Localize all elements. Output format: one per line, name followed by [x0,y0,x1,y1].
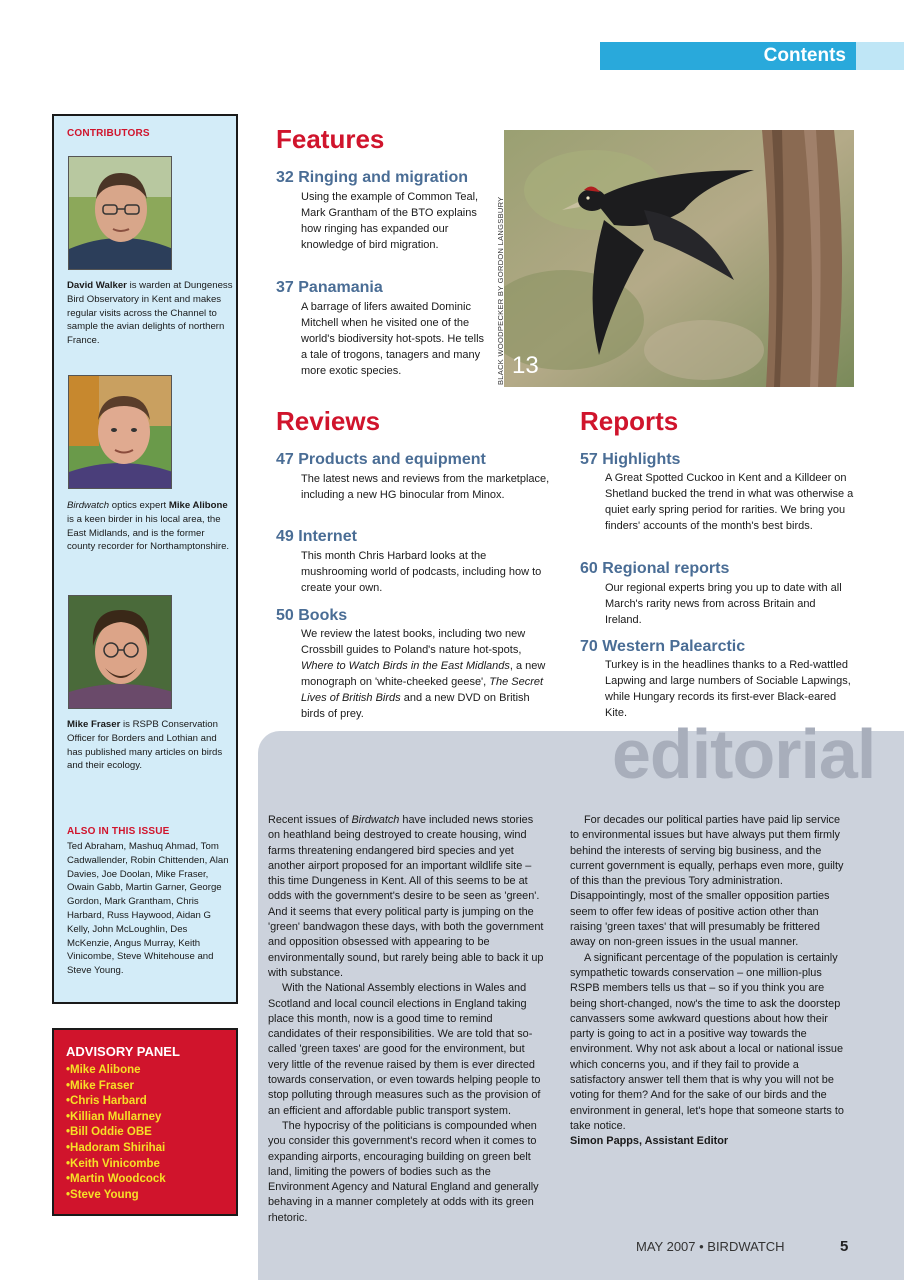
report-title-regional[interactable]: 60 Regional reports [580,560,730,577]
editorial-signature: Simon Papps, Assistant Editor [570,1135,729,1148]
reports-heading: Reports [580,406,679,436]
editorial-paragraph-3: The hypocrisy of the politicians is compounded when you consider this government's record when it comes to expanding airports, encouraging building on green belt land, limiting the powers of bodies such as the Environment Agency and Natural England and generally behaving in a manner completely at odds with its green rhetoric. [268,1119,539,1224]
feature-photo-woodpecker[interactable] [504,130,854,387]
review-text-internet: This month Chris Harbard looks at the mushrooming world of podcasts, including how to create your own. [301,550,542,594]
feature-title-panamania[interactable]: 37 Panamania [276,279,383,296]
report-title-western-palearctic[interactable]: 70 Western Palearctic [580,638,746,655]
review-title-products[interactable]: 47 Products and equipment [276,451,486,468]
contributor-bio-1: David Walker is warden at Dungeness Bird Observatory in Kent and makes regular visits across the Channel to sample the avian delights of northern France. [67,280,233,347]
also-in-issue-names: Ted Abraham, Mashuq Ahmad, Tom Cadwallender, Robin Chittenden, Alan Davies, Joe Doolan, Mike Fraser, Owain Gabb, Martin Garner, George Gordon, Mark Grantham, Chris Harbard, Russ Haywood, Aidan G Kelly, John McLoughlin, Des McKenzie, Angus Murray, Keith Vinicombe, Steve Whitehouse and Steve Young. [67,841,229,977]
reviews-heading: Reviews [276,406,381,436]
advisory-list [66,1063,224,1203]
report-title-highlights[interactable]: 57 Highlights [580,451,681,468]
advisory-panel [52,1028,238,1216]
portrait-david-walker [68,156,172,270]
also-in-issue-heading: ALSO IN THIS ISSUE [67,826,170,837]
tab-strip [856,42,904,70]
editorial-paragraph-5: A significant percentage of the population is certainly sympathetic towards conservation – one million-plus RSPB members tells us that – so if you think you are being short-changed, now's the time to ask the doorstep canvassers some awkward questions about how their party is going to act in a positive way towards the environment. Why not ask about a local or national issue which concerns you, and if they fail to provide a satisfactory answer tell them that is why you will not be voting for them? And for the sake of our birds and the environment in general, let's hope that someone starts to take notice. [570,951,844,1132]
page-number: 5 [840,1238,849,1255]
advisory-member: • Steve Young [66,1188,224,1204]
photo-page-number: 13 [512,352,539,379]
advisory-member: • Chris Harbard [66,1094,224,1110]
portrait-mike-alibone [68,375,172,489]
review-text-products: The latest news and reviews from the marketplace, including a new HG binocular from Minox. [301,473,550,501]
footer-issue: MAY 2007 • BIRDWATCH [636,1239,785,1254]
advisory-member: • Bill Oddie OBE [66,1125,224,1141]
advisory-member: • Keith Vinicombe [66,1157,224,1173]
advisory-member: • Hadoram Shirihai [66,1141,224,1157]
report-text-highlights: A Great Spotted Cuckoo in Kent and a Killdeer on Shetland bucked the trend in what was otherwise a quiet early spring period for rarities. We bring you finders' accounts of the month's best birds. [605,472,854,532]
editorial-heading: editorial [612,715,876,793]
contributor-bio-3: Mike Fraser is RSPB Conservation Officer for Borders and Lothian and has published many articles on birds and their ecology. [67,719,223,772]
editorial-paragraph-1: Recent issues of Birdwatch have included news stories on heathland being destroyed to create housing, wind farms threatening endangered bird species and yet another airport proposed for an important wildlife site – this time Dungeness in Kent. All of this seems to be at odds with the government's desire to be seen as 'green'. And it seems that every political party is jumping on the 'green' bandwagon these days, with both the government and opposition obsessed with appearing to be environmentally sound, but rarely being able to back it up with substance. [268,814,544,979]
review-title-books[interactable]: 50 Books [276,607,348,624]
report-text-western-palearctic: Turkey is in the headlines thanks to a Red-wattled Lapwing and large numbers of Sociable Lapwings, while Hungary records its first-ever Black-eared Kite. [605,659,851,719]
review-text-books: We review the latest books, including two new Crossbill guides to Poland's nature hot-spots, Where to Watch Birds in the East Midlands, a new monograph on 'white-cheeked geese', The Secret Lives of British Birds and a new DVD on British birds of prey. [301,628,546,720]
photo-credit: BLACK WOODPECKER BY GORDON LANGSBURY [496,196,505,385]
editorial-paragraph-4: For decades our political parties have paid lip service to environmental issues but have always put them firmly behind the interests of serving big business, and the current government is equally, perhaps even more, guilty of this than the previous Tory administration. Disappointingly, most of the smaller opposition parties seem to offer few ideas of positive action other than raising 'green taxes' that will presumably be frittered away on non-green issues in the usual manner. [570,814,844,949]
features-heading: Features [276,124,385,154]
contents-label: Contents [763,45,846,66]
editorial-column-2 [570,813,846,1150]
contributors-heading: CONTRIBUTORS [67,128,150,139]
advisory-member: • Mike Alibone [66,1063,224,1079]
feature-title-ringing[interactable]: 32 Ringing and migration [276,169,469,186]
advisory-title: ADVISORY PANEL [66,1044,180,1059]
editorial-column-1 [268,813,548,1226]
contributor-bio-2: Birdwatch optics expert Mike Alibone is a keen birder in his local area, the East Midlands, and is the former county recorder for Northamptonshire. [67,500,230,553]
advisory-member: • Killian Mullarney [66,1110,224,1126]
feature-text-ringing: Using the example of Common Teal, Mark Grantham of the BTO explains how ringing has expanded our knowledge of bird migration. [301,191,479,251]
contributors-sidebar [52,114,238,1004]
review-title-internet[interactable]: 49 Internet [276,528,357,545]
editorial-paragraph-2: With the National Assembly elections in Wales and Scotland and local council elections in England taking place this month, now is a good time to remind candidates of their responsibilities. We are told that so-called 'green taxes' are good for the environment, but very little of the revenue raised by them is ever directed towards conservation, or even towards helping people to stop polluting through measures such as the provision of an efficient and affordable public transport system. [268,982,541,1117]
feature-text-panamania: A barrage of lifers awaited Dominic Mitchell when he visited one of the world's biodiversity hot-spots. He tells a tale of trogons, tanagers and many more exotic species. [301,301,485,377]
portrait-mike-fraser [68,595,172,709]
advisory-member: • Martin Woodcock [66,1172,224,1188]
report-text-regional: Our regional experts bring you up to date with all March's rarity news from across Britain and Ireland. [605,582,842,626]
advisory-member: • Mike Fraser [66,1079,224,1095]
contents-tab [600,42,904,70]
